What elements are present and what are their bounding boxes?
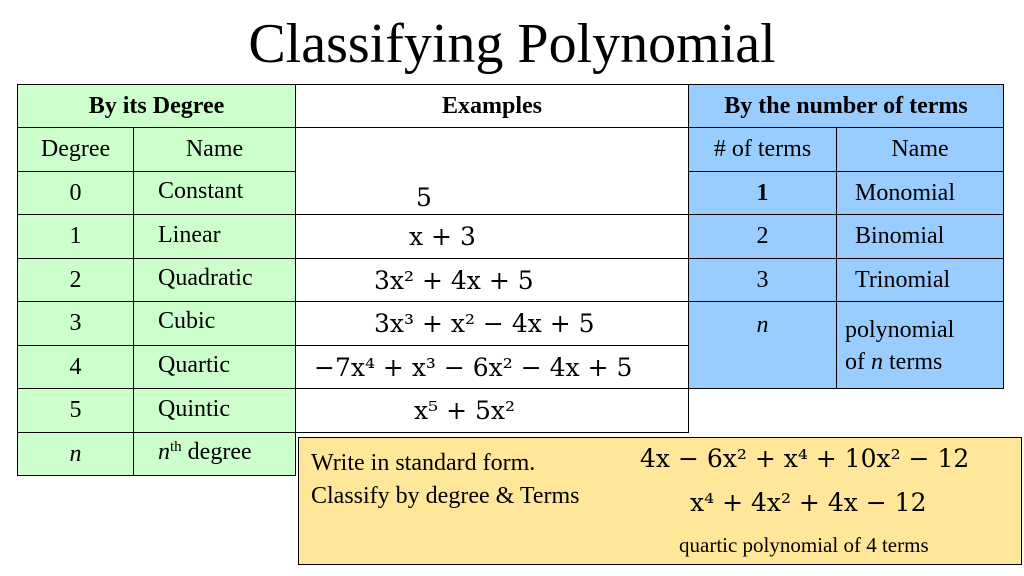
degree-name-cell: Constant xyxy=(133,171,296,215)
exercise-box xyxy=(298,437,1022,565)
terms-count-cell: 2 xyxy=(688,214,837,259)
given-expression: 4x − 6x² + x⁴ + 10x² − 12 xyxy=(640,444,970,473)
terms-name-cell: Trinomial xyxy=(836,258,1004,302)
degree-name-column-header: Name xyxy=(133,127,296,172)
instruction-line-2: Classify by degree & Terms xyxy=(311,483,580,509)
degree-name-cell: Linear xyxy=(133,214,296,259)
degree-cell: 5 xyxy=(17,388,134,433)
degree-column-header: Degree xyxy=(17,127,134,172)
example-cell xyxy=(295,258,689,302)
terms-name-column-header: Name xyxy=(836,127,1004,172)
example-cell xyxy=(295,127,689,215)
terms-count-column-header: # of terms xyxy=(688,127,837,172)
nth-n: n xyxy=(158,439,170,465)
terms-count-cell: n xyxy=(688,301,837,389)
example-expression: 5 xyxy=(416,183,432,212)
nth-superscript: th xyxy=(170,439,182,455)
example-expression: 3x² + 4x + 5 xyxy=(374,265,534,295)
degree-name-cell xyxy=(133,432,296,476)
degree-name-cell: Quartic xyxy=(133,345,296,389)
degree-cell: n xyxy=(17,432,134,476)
nth-degree-word: degree xyxy=(181,439,252,465)
degree-name-cell: Cubic xyxy=(133,301,296,346)
degree-cell: 3 xyxy=(17,301,134,346)
degree-name-cell: Quintic xyxy=(133,388,296,433)
example-expression: x⁵ + 5x² xyxy=(414,396,515,425)
examples-header: Examples xyxy=(295,84,689,128)
example-cell xyxy=(295,388,689,433)
page-title: Classifying Polynomial xyxy=(248,13,776,75)
terms-name-cell: Monomial xyxy=(836,171,1004,215)
terms-name-line: polynomial xyxy=(845,317,955,343)
degree-name-cell: Quadratic xyxy=(133,258,296,302)
terms-name-cell xyxy=(836,301,1004,389)
terms-name-cell: Binomial xyxy=(836,214,1004,259)
instruction-line-1: Write in standard form. xyxy=(311,450,536,476)
example-expression: 3x³ + x² − 4x + 5 xyxy=(374,309,595,338)
degree-cell: 4 xyxy=(17,345,134,389)
degree-cell: 0 xyxy=(17,171,134,215)
degree-cell: 2 xyxy=(17,258,134,302)
standard-form-expression: x⁴ + 4x² + 4x − 12 xyxy=(690,488,927,517)
terms-table-header: By the number of terms xyxy=(688,84,1004,128)
example-expression: −7x⁴ + x³ − 6x² − 4x + 5 xyxy=(314,352,633,382)
example-expression: x + 3 xyxy=(409,222,476,251)
example-cell xyxy=(295,345,689,389)
example-cell xyxy=(295,214,689,259)
degree-cell: 1 xyxy=(17,214,134,259)
example-cell xyxy=(295,301,689,346)
degree-table-header: By its Degree xyxy=(17,84,296,128)
classification-answer: quartic polynomial of 4 terms xyxy=(679,533,929,557)
terms-count-cell: 1 xyxy=(688,171,837,215)
terms-name-line: of n terms xyxy=(845,349,943,375)
terms-count-cell: 3 xyxy=(688,258,837,302)
